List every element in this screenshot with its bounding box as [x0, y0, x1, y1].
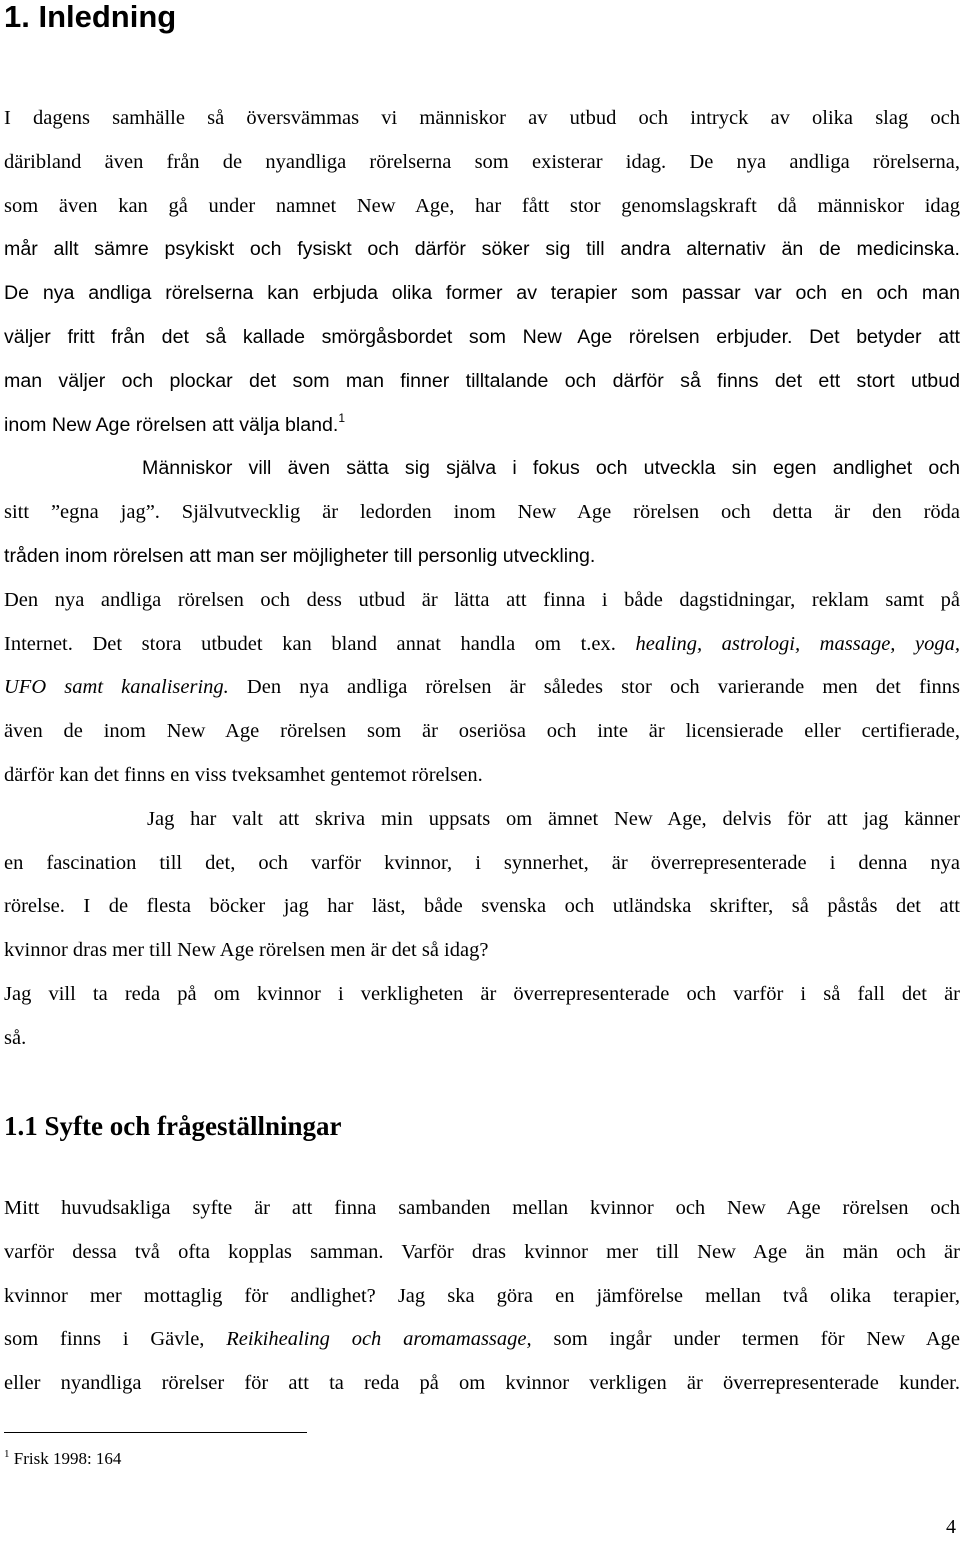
text-line: eller nyandliga rörelser för att ta reda på om kvinnor verkligen är överrepresenterade kunder. [4, 1372, 960, 1395]
text-line [4, 404, 960, 448]
footnote-separator [4, 1432, 307, 1433]
page-number: 4 [946, 1516, 956, 1538]
subsection-heading: 1.1 Syfte och frågeställningar [4, 1111, 342, 1141]
text-fragment: som finns i Gävle, [4, 1328, 227, 1351]
text-line: Mitt huvudsakliga syfte är att finna sambanden mellan kvinnor och New Age rörelsen och [4, 1197, 960, 1219]
text-fragment: Internet. Det stora utbudet kan bland annat handla om t.ex. [4, 632, 636, 655]
text-line: som även kan gå under namnet New Age, har fått stor genomslagskraft då människor idag [4, 194, 960, 217]
footnote [4, 1447, 121, 1471]
section-1-body [4, 97, 960, 1061]
text-line: väljer fritt från det så kallade smörgåsbordet som New Age rörelsen erbjuder. Det betyder att [4, 325, 960, 348]
text-line: rörelse. I de flesta böcker jag har läst, både svenska och utländska skrifter, så påstås det att [4, 895, 960, 918]
text-line: därför kan det finns en viss tveksamhet gentemot rörelsen. [4, 763, 483, 786]
text-line: även de inom New Age rörelsen som är oseriösa och inte är licensierade eller certifierade, [4, 720, 960, 743]
footnote-number: 1 [4, 1448, 10, 1460]
text-line: tråden inom rörelsen att man ser möjligheter till personlig utveckling. [4, 544, 596, 567]
italic-fragment: Reikihealing och aromamassage, [226, 1328, 532, 1351]
text-line: kvinnor mer mottaglig för andlighet? Jag ska göra en jämförelse mellan två olika terapier, [4, 1284, 960, 1307]
text-line: sitt ”egna jag”. Självutvecklig är ledorden inom New Age rörelsen och detta är den röda [4, 501, 960, 524]
footnote-reference: 1 [338, 410, 346, 425]
text-line: I dagens samhälle så översvämmas vi människor av utbud och intryck av olika slag och [4, 107, 960, 129]
text-line: mår allt sämre psykiskt och fysiskt och därför söker sig till andra alternativ än de medicinska. [4, 238, 960, 261]
text-line: kvinnor dras mer till New Age rörelsen men är det så idag? [4, 939, 489, 962]
text-line: man väljer och plockar det som man finner tilltalande och därför så finns det ett stort utbud [4, 369, 960, 392]
text-line [4, 1318, 960, 1362]
text-line: däribland även från de nyandliga rörelserna som existerar idag. De nya andliga rörelserna, [4, 150, 960, 173]
text-fragment: inom New Age rörelsen att välja bland. [4, 413, 339, 436]
text-line: Människor vill även sätta sig själva i fokus och utveckla sin egen andlighet och [142, 457, 960, 480]
italic-fragment: UFO samt kanalisering. [4, 676, 229, 699]
text-line [4, 623, 960, 667]
italic-fragment: healing, astrologi, massage, yoga, [635, 632, 960, 655]
text-line: Den nya andliga rörelsen och dess utbud är lätta att finna i både dagstidningar, reklam samt på [4, 588, 960, 611]
section-heading: 1. Inledning [4, 0, 177, 34]
text-line: Jag vill ta reda på om kvinnor i verkligheten är överrepresenterade och varför i så fall det är [4, 982, 960, 1005]
text-line [4, 666, 960, 710]
text-line: så. [4, 1026, 27, 1049]
text-line: varför dessa två ofta kopplas samman. Varför dras kvinnor mer till New Age än män och är [4, 1240, 960, 1263]
text-line: De nya andliga rörelserna kan erbjuda olika former av terapier som passar var och en och man [4, 282, 960, 305]
text-line: Jag har valt att skriva min uppsats om ämnet New Age, delvis för att jag känner [147, 807, 960, 830]
text-fragment: som ingår under termen för New Age [531, 1328, 960, 1351]
section-2-body [4, 1187, 960, 1406]
text-line: en fascination till det, och varför kvinnor, i synnerhet, är överrepresenterade i denna nya [4, 851, 960, 874]
footnote-text: Frisk 1998: 164 [9, 1449, 122, 1468]
text-fragment: Den nya andliga rörelsen är således stor och varierande men det finns [228, 676, 960, 699]
